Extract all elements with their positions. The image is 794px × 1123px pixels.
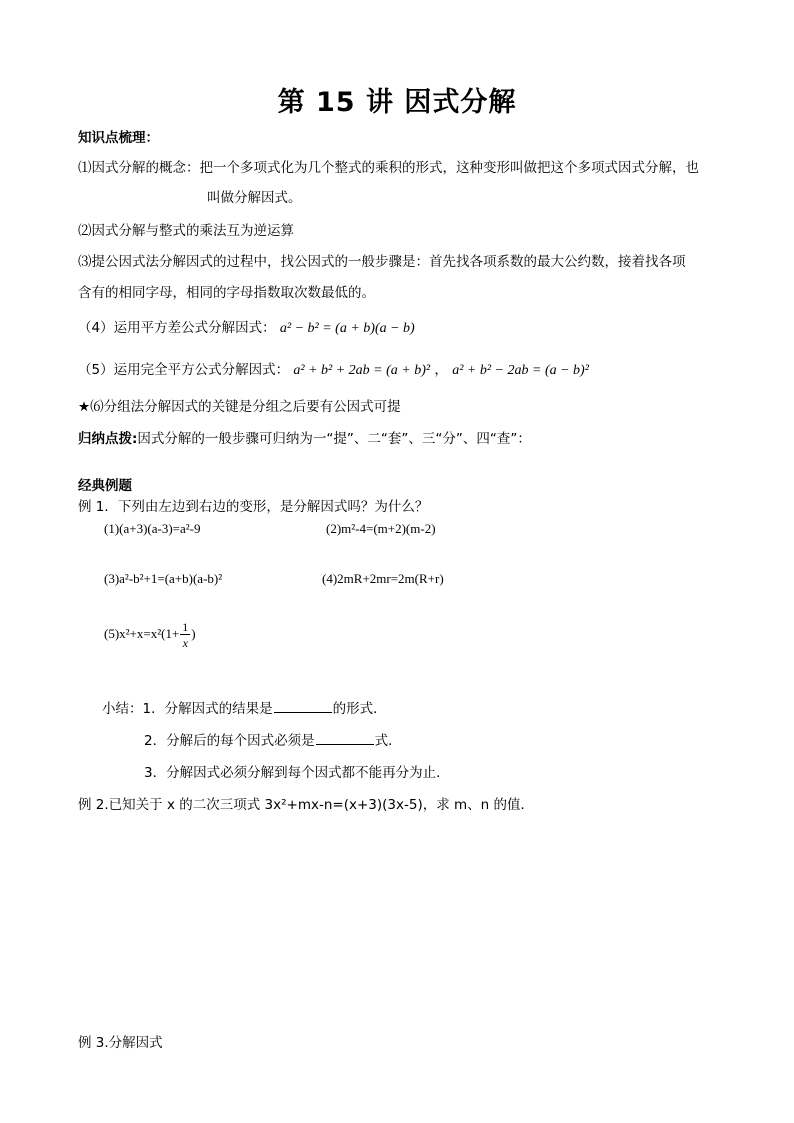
- summary-heading: 归纳点拨:: [78, 431, 138, 447]
- example-1-item-3: (3)a²-b²+1=(a+b)(a-b)²: [104, 571, 223, 586]
- grouping-method-text: ★⑹分组法分解因式的关键是分组之后要有公因式可提: [78, 399, 401, 415]
- perfect-square-row: [78, 358, 589, 379]
- perfect-square-separator: ，: [434, 362, 448, 378]
- difference-of-squares-row: [78, 316, 415, 337]
- example-1-item-5: [104, 621, 196, 649]
- example-1-item-2: (2)m²-4=(m+2)(m-2): [326, 521, 436, 536]
- example-3-question: 例 3.分解因式: [78, 1035, 163, 1051]
- answer-blank-2[interactable]: [316, 733, 374, 745]
- perfect-square-label: （5）运用完全平方公式分解因式：: [78, 362, 290, 378]
- summary-item-2: 2．分解后的每个因式必须是 式．: [144, 733, 402, 749]
- concept-line-2: 叫做分解因式。: [207, 190, 302, 206]
- example-2-question: 例 2.已知关于 x 的二次三项式 3x²+mx-n=(x+3)(3x-5)，求 m、n 的值．: [78, 797, 535, 813]
- examples-heading: 经典例题: [78, 478, 132, 494]
- example-1-item-5-lead: (5)x²+x=x²(1+: [104, 625, 180, 641]
- summary-text: 因式分解的一般步骤可归纳为一“提”、二“套”、三“分”、四“查”：: [137, 431, 531, 447]
- answer-blank-1[interactable]: [274, 701, 332, 713]
- summary-item-3: 3．分解因式必须分解到每个因式都不能再分为止．: [144, 765, 450, 781]
- common-factor-line-1: ⑶提公因式法分解因式的过程中，找公因式的一般步骤是：首先找各项系数的最大公约数，接着找各项: [78, 254, 686, 270]
- common-factor-line-2: 含有的相同字母，相同的字母指数取次数最低的。: [78, 285, 375, 301]
- summary-label: 小结：: [102, 701, 143, 717]
- knowledge-heading: 知识点梳理：: [78, 130, 159, 146]
- fraction-denominator: x: [182, 636, 188, 650]
- concept-line-1: ⑴因式分解的概念：把一个多项式化为几个整式的乘积的形式，这种变形叫做把这个多项式因式分解，也: [78, 160, 699, 176]
- difference-of-squares-label: （4）运用平方差公式分解因式：: [78, 320, 276, 336]
- difference-of-squares-formula: a² − b² = (a + b)(a − b): [279, 321, 415, 336]
- summary-item-1: 小结：1．分解因式的结果是 的形式．: [102, 701, 387, 717]
- example-1-item-5-close: ): [191, 625, 196, 641]
- example-1-question: 例 1．下列由左边到右边的变形，是分解因式吗？为什么？: [78, 499, 429, 515]
- perfect-square-formula-2: a² + b² − 2ab = (a − b)²: [452, 363, 589, 378]
- inverse-operation-text: ⑵因式分解与整式的乘法互为逆运算: [78, 223, 294, 239]
- example-1-item-1: (1)(a+3)(a-3)=a²-9: [104, 521, 201, 536]
- page-title: 第 15 讲 因式分解: [277, 87, 517, 118]
- summary-row: [78, 427, 531, 447]
- fraction-numerator: 1: [182, 620, 189, 634]
- example-1-item-4: (4)2mR+2mr=2m(R+r): [322, 571, 444, 586]
- perfect-square-formula-1: a² + b² + 2ab = (a + b)²: [293, 363, 431, 378]
- fraction-one-over-x: [180, 621, 190, 649]
